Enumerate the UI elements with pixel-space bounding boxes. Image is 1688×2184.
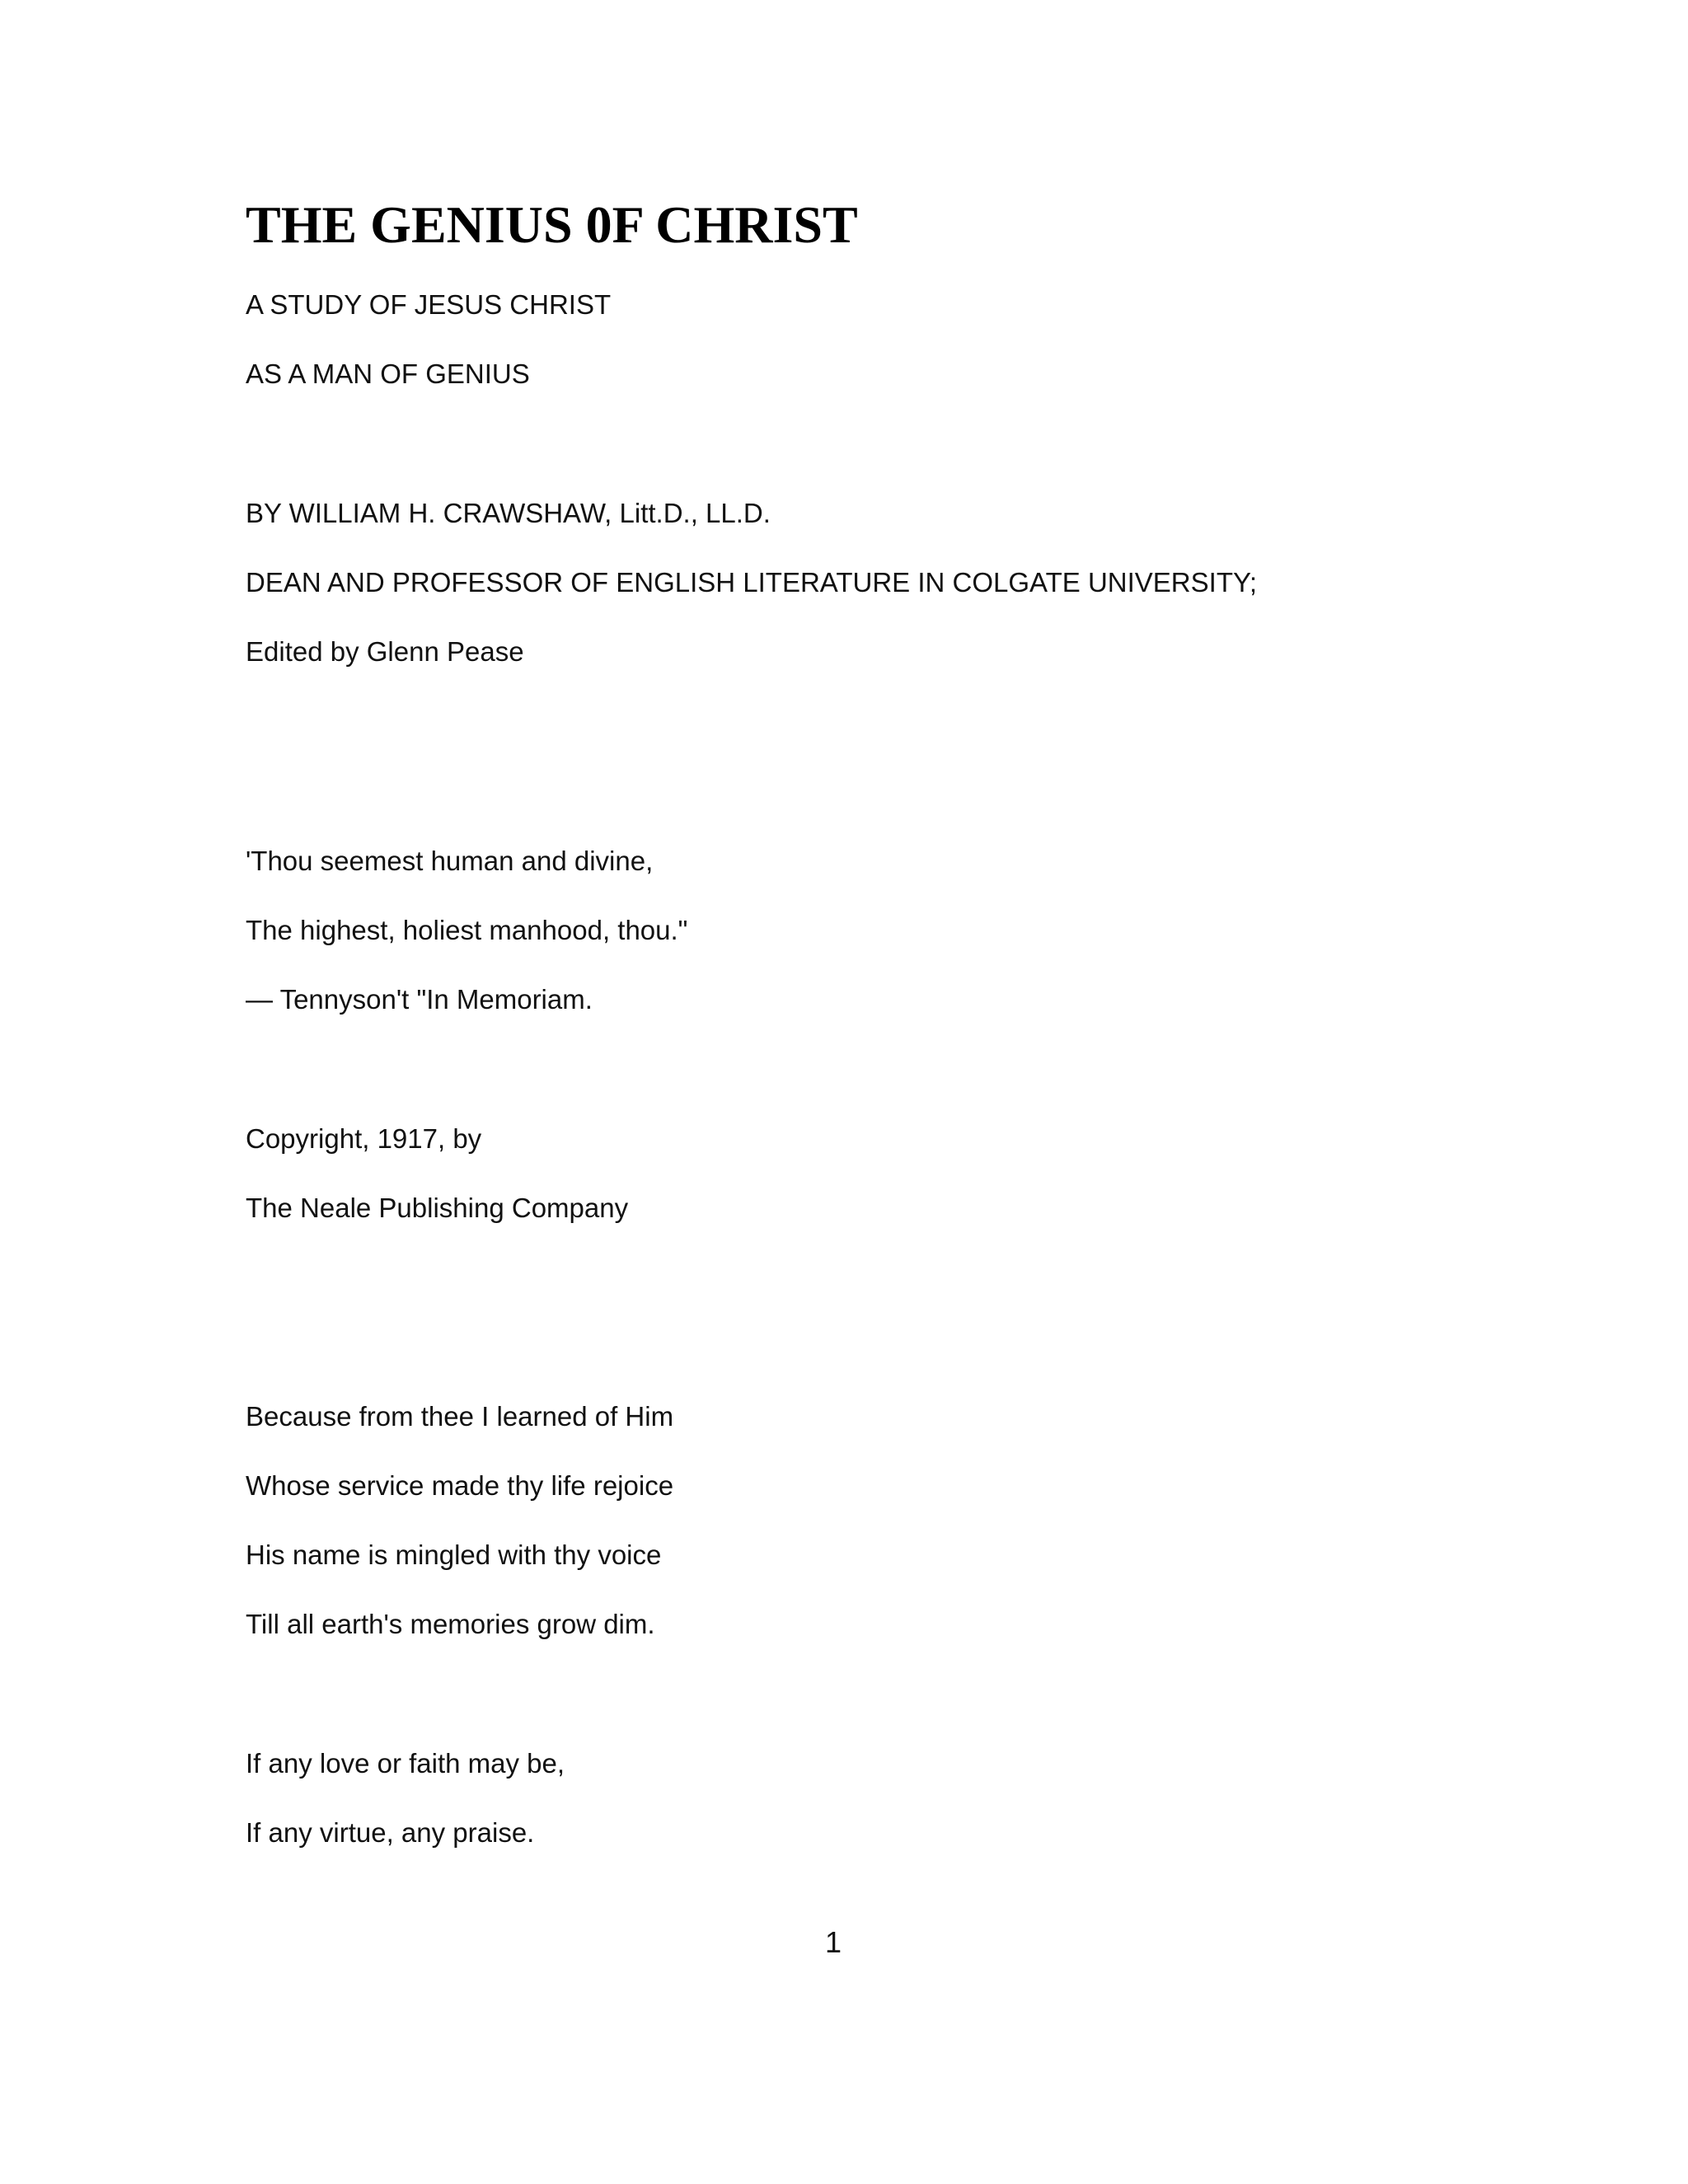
editor-line: Edited by Glenn Pease	[246, 636, 524, 667]
document-title: THE GENIUS 0F CHRIST	[246, 195, 858, 254]
epigraph-line-2: The highest, holiest manhood, thou."	[246, 915, 688, 945]
dedication-line-6: If any virtue, any praise.	[246, 1817, 535, 1848]
subtitle-line-2: AS A MAN OF GENIUS	[246, 359, 530, 389]
copyright-line-1: Copyright, 1917, by	[246, 1123, 482, 1154]
dedication-line-3: His name is mingled with thy voice	[246, 1540, 662, 1570]
epigraph-line-1: 'Thou seemest human and divine,	[246, 846, 654, 876]
author-affiliation: DEAN AND PROFESSOR OF ENGLISH LITERATURE IN COLGATE UNIVERSITY;	[246, 567, 1258, 598]
subtitle-line-1: A STUDY OF JESUS CHRIST	[246, 289, 612, 320]
dedication-line-5: If any love or faith may be,	[246, 1748, 565, 1779]
dedication-line-4: Till all earth's memories grow dim.	[246, 1609, 655, 1639]
page-number: 1	[824, 1925, 842, 1959]
dedication-line-1: Because from thee I learned of Him	[246, 1401, 674, 1432]
author-line: BY WILLIAM H. CRAWSHAW, Litt.D., LL.D.	[246, 498, 771, 528]
epigraph-attribution: — Tennyson't "In Memoriam.	[246, 984, 593, 1015]
dedication-line-2: Whose service made thy life rejoice	[246, 1470, 674, 1501]
copyright-line-2: The Neale Publishing Company	[246, 1193, 629, 1223]
